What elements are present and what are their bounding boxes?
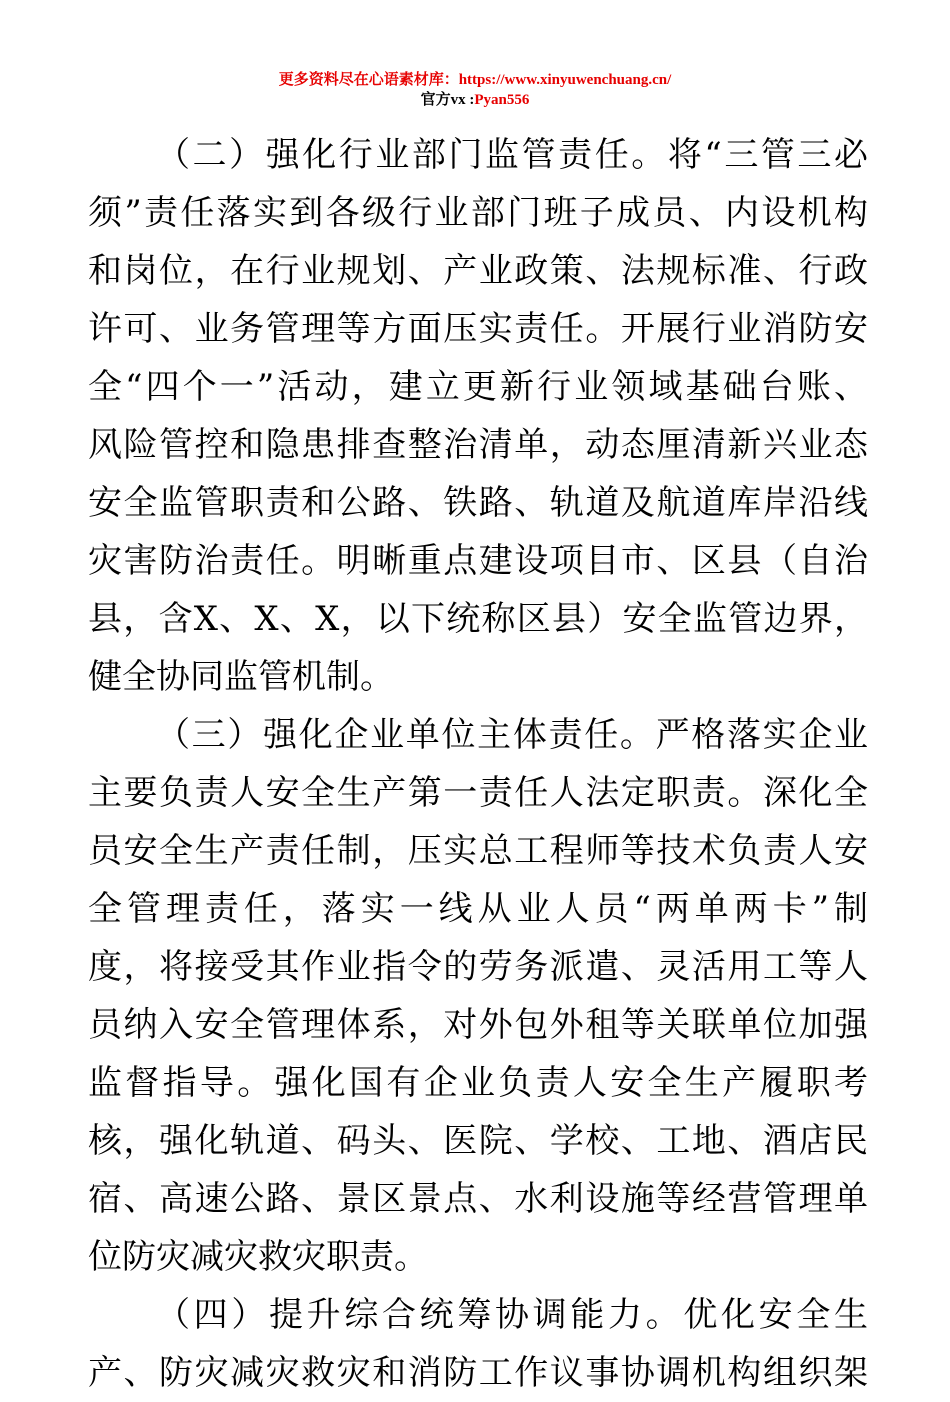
header-source-label: 更多资料尽在心语素材库： xyxy=(278,72,459,88)
text-line: 核，强化轨道、码头、医院、学校、工地、酒店民 xyxy=(88,1121,868,1161)
text-line: 许可、业务管理等方面压实责任。开展行业消防安 xyxy=(88,309,868,349)
text-line: 宿、高速公路、景区景点、水利设施等经营管理单 xyxy=(88,1179,868,1219)
header-contact-line xyxy=(0,90,950,110)
text-line: 和岗位，在行业规划、产业政策、法规标准、行政 xyxy=(88,251,868,291)
header-source-url[interactable]: https://www.xinyuwenchuang.cn/ xyxy=(458,72,672,88)
text-line: 全“四个一”活动，建立更新行业领域基础台账、 xyxy=(88,367,868,407)
text-line: （三）强化企业单位主体责任。严格落实企业 xyxy=(156,715,868,755)
text-line: 县，含X、X、X，以下统称区县）安全监管边界， xyxy=(88,599,868,639)
paragraph-2 xyxy=(88,126,868,706)
text-line: 安全监管职责和公路、铁路、轨道及航道库岸沿线 xyxy=(88,483,868,523)
text-line: 员纳入安全管理体系，对外包外租等关联单位加强 xyxy=(88,1005,868,1045)
text-line: 灾害防治责任。明晰重点建设项目市、区县（自治 xyxy=(88,541,868,581)
text-line: 须”责任落实到各级行业部门班子成员、内设机构 xyxy=(88,193,868,233)
text-line: 风险管控和隐患排查整治清单，动态厘清新兴业态 xyxy=(88,425,868,465)
document-body xyxy=(88,126,868,1402)
paragraph-4 xyxy=(88,1286,868,1402)
text-line: 健全协同监管机制。 xyxy=(88,657,394,697)
text-line: 主要负责人安全生产第一责任人法定职责。深化全 xyxy=(88,773,868,813)
text-line: 全管理责任，落实一线从业人员“两单两卡”制 xyxy=(88,889,868,929)
header-source-line xyxy=(0,70,950,90)
text-line: （四）提升综合统筹协调能力。优化安全生 xyxy=(156,1295,868,1335)
text-line: 监督指导。强化国有企业负责人安全生产履职考 xyxy=(88,1063,868,1103)
text-line: 度，将接受其作业指令的劳务派遣、灵活用工等人 xyxy=(88,947,868,987)
paragraph-3 xyxy=(88,706,868,1286)
text-line: 员安全生产责任制，压实总工程师等技术负责人安 xyxy=(88,831,868,871)
text-line: 位防灾减灾救灾职责。 xyxy=(88,1237,428,1277)
header-contact-label: 官方vx : xyxy=(420,92,475,108)
header-contact-id: Pyan556 xyxy=(474,92,530,108)
page-header xyxy=(0,70,950,110)
text-line: 产、防灾减灾救灾和消防工作议事协调机构组织架 xyxy=(88,1353,868,1393)
text-line: （二）强化行业部门监管责任。将“三管三必 xyxy=(156,135,868,175)
